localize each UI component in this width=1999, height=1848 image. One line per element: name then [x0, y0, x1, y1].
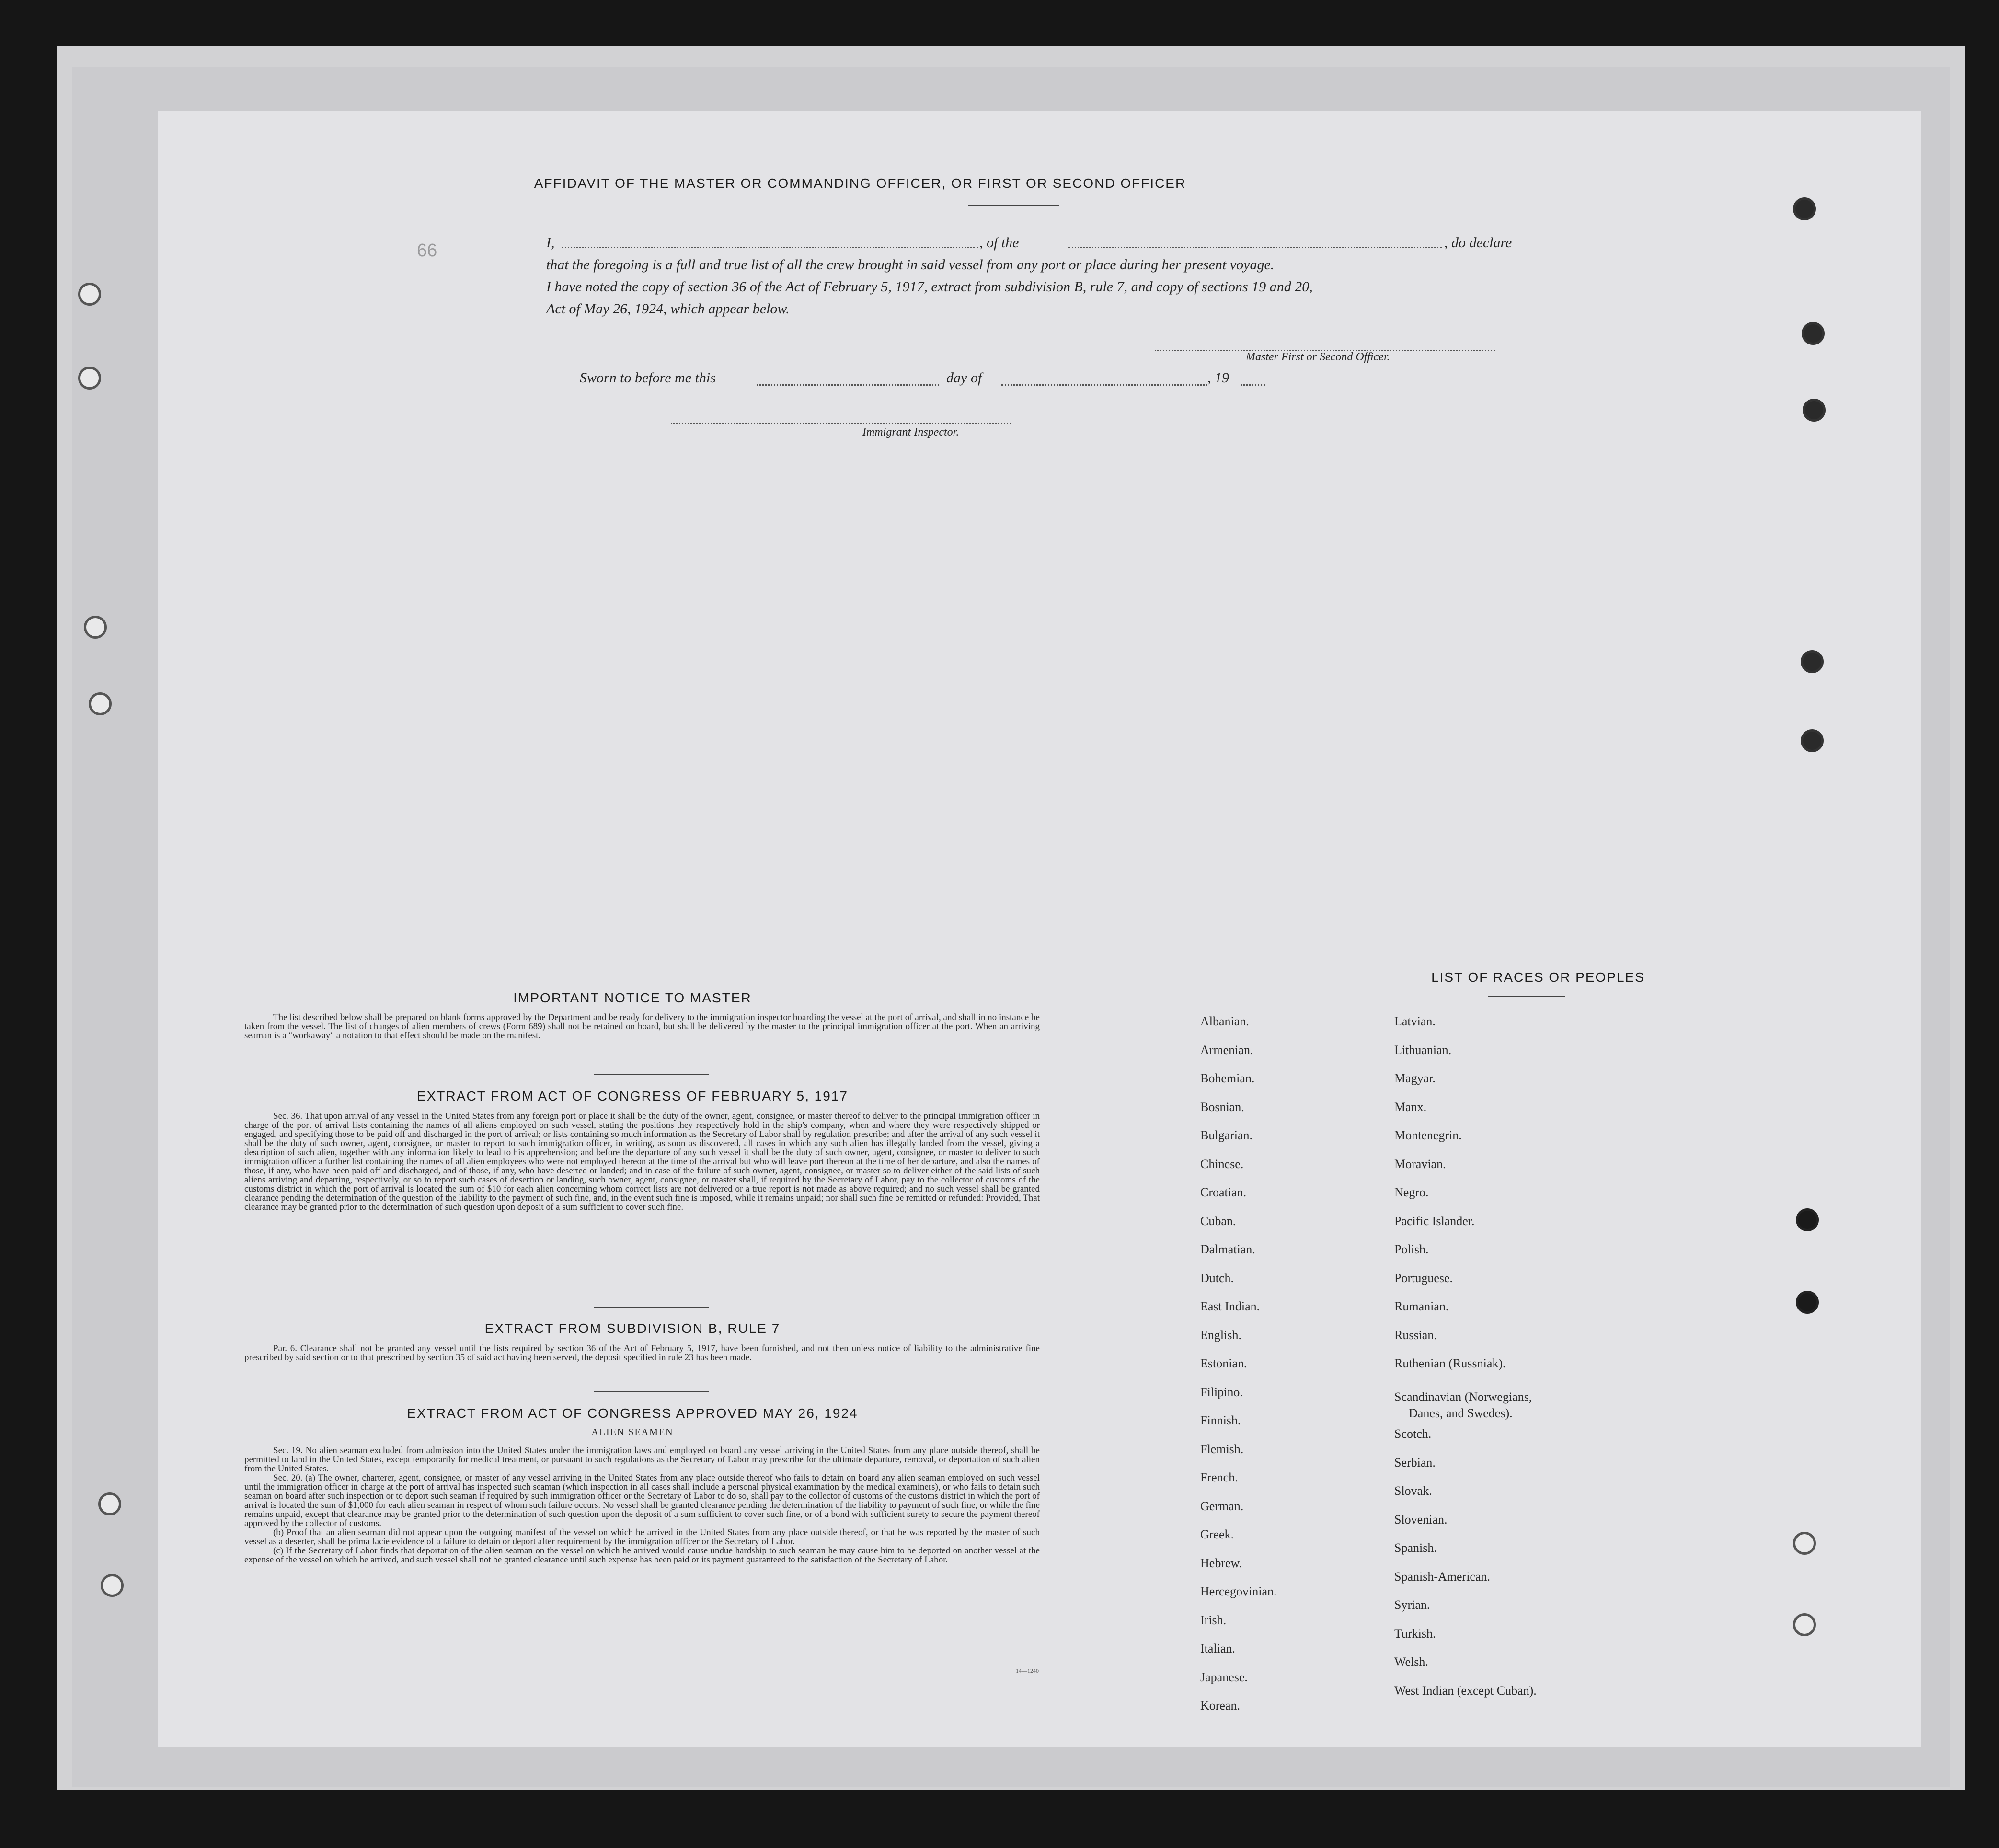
binder-hole	[89, 692, 112, 715]
binder-hole	[98, 1492, 121, 1515]
race-item: Filipino.	[1200, 1385, 1243, 1399]
notice-title: IMPORTANT NOTICE TO MASTER	[513, 990, 752, 1005]
race-item: Welsh.	[1394, 1655, 1428, 1669]
name-field[interactable]	[562, 247, 978, 248]
race-item: Magyar.	[1394, 1071, 1436, 1085]
race-item: Montenegrin.	[1394, 1128, 1462, 1142]
extract-rule7-body: Par. 6. Clearance shall not be granted any vessel until the lists required by section 36 of the Act of February 5, 1917, have been furnished, and not then unless notice of liability to the administrative fine prescribed by said section or to that prescribed by section 35 of said act having been served, the deposit specified in rule 23 has been made.	[244, 1343, 1040, 1363]
sec20b-body: (b) Proof that an alien seaman did not appear upon the outgoing manifest of the vessel on which he arrived in the United States from any place outside thereof, or that he was reported by the master of such vessel as a deserter, shall be prima facie evidence of a failure to detain or deport after requirement by the immigration officer or the Secretary of Labor.	[244, 1527, 1040, 1547]
race-item: Lithuanian.	[1394, 1043, 1452, 1057]
binder-hole	[1802, 322, 1825, 345]
page-mark: 66	[417, 241, 437, 261]
race-item: Korean.	[1200, 1699, 1241, 1712]
binder-hole	[78, 367, 101, 390]
race-item: Flemish.	[1200, 1442, 1244, 1456]
race-item: Italian.	[1200, 1641, 1235, 1655]
race-item: Greek.	[1200, 1527, 1234, 1541]
race-item: Hebrew.	[1200, 1556, 1242, 1570]
race-item: Danes, and Swedes).	[1409, 1406, 1513, 1420]
race-item: Hercegovinian.	[1200, 1584, 1277, 1598]
race-item: Scotch.	[1394, 1427, 1432, 1441]
race-item: Moravian.	[1394, 1157, 1446, 1171]
affidavit-line2: that the foregoing is a full and true list of all the crew brought in said vessel from any port or place during her present voyage.	[546, 257, 1275, 273]
sworn-year-field[interactable]	[1241, 384, 1265, 386]
race-item: English.	[1200, 1328, 1241, 1342]
race-item: Latvian.	[1394, 1014, 1436, 1028]
vessel-field[interactable]	[1068, 247, 1442, 248]
divider	[594, 1391, 709, 1392]
affidavit-line4: Act of May 26, 1924, which appear below.	[546, 301, 790, 317]
race-item: Bohemian.	[1200, 1071, 1255, 1085]
race-item: Estonian.	[1200, 1356, 1247, 1370]
form-page	[158, 111, 1921, 1747]
race-item: Spanish.	[1394, 1541, 1437, 1555]
affidavit-of-the: , of the	[979, 235, 1019, 251]
races-title: LIST OF RACES OR PEOPLES	[1431, 970, 1645, 985]
race-item: Rumanian.	[1394, 1299, 1449, 1313]
sworn-month-field[interactable]	[1001, 384, 1207, 386]
divider	[1488, 996, 1565, 997]
binder-hole	[1793, 197, 1816, 220]
race-item: Scandinavian (Norwegians,	[1394, 1390, 1532, 1404]
race-item: Bosnian.	[1200, 1100, 1244, 1114]
race-item: Slovenian.	[1394, 1513, 1448, 1527]
binder-hole	[101, 1574, 124, 1597]
binder-hole	[1793, 1532, 1816, 1555]
binder-hole	[1796, 1291, 1819, 1314]
race-item: Portuguese.	[1394, 1271, 1453, 1285]
race-item: Turkish.	[1394, 1627, 1436, 1641]
extract-1917-title: EXTRACT FROM ACT OF CONGRESS OF FEBRUARY 5, 1917	[417, 1089, 848, 1103]
binder-hole	[1803, 399, 1826, 422]
notice-body: The list described below shall be prepared on blank forms approved by the Department and be ready for delivery to the immigration inspector boarding the vessel at the port of arrival, and shall in no instance be taken from the vessel. The list of changes of alien members of crews (Form 689) shall not be retained on board, but shall be delivered by the master to the principal immigration officer at the port. When an arriving seaman is a "workaway" a notation to that effect should be made on the manifest.	[244, 1012, 1040, 1041]
affidavit-line3: I have noted the copy of section 36 of the Act of February 5, 1917, extract from subdivision B, rule 7, and copy of sections 19 and 20,	[546, 279, 1313, 295]
master-label: Master First or Second Officer.	[1246, 351, 1390, 363]
divider	[968, 205, 1059, 206]
race-item: Spanish-American.	[1394, 1570, 1491, 1584]
binder-hole	[84, 616, 107, 639]
race-item: Cuban.	[1200, 1214, 1236, 1228]
inspector-signature-field[interactable]	[671, 423, 1011, 424]
race-item: Bulgarian.	[1200, 1128, 1253, 1142]
binder-hole	[1801, 729, 1824, 752]
extract-1917-body: Sec. 36. That upon arrival of any vessel in the United States from any foreign port or place it shall be the duty of the owner, agent, consignee, or master thereof to deliver to the principal immigration officer in charge of the port of arrival lists containing the names of all aliens employed on such vessel, stating the positions they respectively hold in the ship's company, when and where they were respectively shipped or engaged, and specifying those to be paid off and discharged in the port of arrival; or lists containing so much information as the Secretary of Labor shall by regulation prescribe; and after the arrival of any such vessel it shall be the duty of such owner, agent, consignee, or master to report to such immigration officer, in writing, as soon as discovered, all cases in which any such alien has illegally landed from the vessel, giving a description of such alien, together with any information likely to lead to his apprehension; and before the departure of any such vessel it shall be the duty of such owner, agent, consignee, or master to deliver to such immigration officer a further list containing the names of all alien employees who were not employed thereon at the time of the arrival but who will leave port thereon at the time of her departure, and also the names of those, if any, who have been paid off and discharged, and of those, if any, who have deserted or landed; and in case of the failure of such owner, agent, consignee, or master so to deliver either of the said lists of such aliens arriving and departing, respectively, or so to report such cases of desertion or landing, such owner, agent, consignee, or master shall, if required by the Secretary of Labor, pay to the collector of customs of the customs district in which the port of arrival is located the sum of $10 for each alien concerning whom correct lists are not delivered or a true report is not made as above required; and no such vessel shall be granted clearance pending the determination of the question of the liability to the payment of such fine, and, in the event such fine is imposed, while it remains unpaid; nor shall such fine be remitted or refunded: Provided, That clearance may be granted prior to the determination of such question upon deposit of a sum sufficient to cover such fine.	[244, 1111, 1040, 1212]
binder-hole	[1796, 1208, 1819, 1231]
affidavit-title: AFFIDAVIT OF THE MASTER OR COMMANDING OFFICER, OR FIRST OR SECOND OFFICER	[534, 176, 1186, 191]
inspector-label: Immigrant Inspector.	[862, 426, 959, 438]
race-item: Dalmatian.	[1200, 1242, 1255, 1256]
race-item: Chinese.	[1200, 1157, 1244, 1171]
race-item: Serbian.	[1394, 1456, 1436, 1469]
race-item: Slovak.	[1394, 1484, 1432, 1498]
race-item: Manx.	[1394, 1100, 1427, 1114]
race-item: Pacific Islander.	[1394, 1214, 1475, 1228]
sworn-label: Sworn to before me this	[580, 370, 716, 386]
race-item: West Indian (except Cuban).	[1394, 1684, 1537, 1698]
sec19-body: Sec. 19. No alien seaman excluded from admission into the United States under the immigration laws and employed on board any vessel arriving in the United States from any place outside thereof, shall be permitted to land in the United States, except temporarily for medical treatment, or pursuant to such regulations as the Secretary of Labor may prescribe for the ultimate departure, removal, or deportation of such alien from the United States.	[244, 1446, 1040, 1474]
extract-1924-subtitle: ALIEN SEAMEN	[591, 1427, 674, 1437]
divider	[594, 1074, 709, 1075]
sec20c-body: (c) If the Secretary of Labor finds that deportation of the alien seaman on the vessel on which he arrived would cause undue hardship to such seaman he may cause him to be deported on another vessel at the expense of the vessel on which he arrived, and such vessel shall not be granted clearance until such expense has been paid or its payment guaranteed to the satisfaction of the Secretary of Labor.	[244, 1546, 1040, 1565]
race-item: Russian.	[1394, 1328, 1437, 1342]
binder-hole	[78, 283, 101, 306]
binder-hole	[1801, 650, 1824, 673]
sworn-year: , 19	[1207, 370, 1229, 386]
extract-rule7-title: EXTRACT FROM SUBDIVISION B, RULE 7	[484, 1321, 781, 1336]
sec20a-body: Sec. 20. (a) The owner, charterer, agent, consignee, or master of any vessel arriving in the United States from any place outside thereof who fails to detain on board any alien seaman employed on such vessel until the immigration officer in charge at the port of arrival has inspected such seaman (which inspection in all cases shall include a personal physical examination by the medical examiners), or who fails to detain such seaman on board after such inspection or to deport such seaman if required by such immigration officer or the Secretary of Labor to do so, shall pay to the collector of customs of the customs district in which the port of arrival is located the sum of $1,000 for each alien seaman in respect of whom such failure occurs. No vessel shall be granted clearance pending the determination of the liability to payment of such fine, or while the fine remains unpaid, except that clearance may be granted prior to the determination of such question upon the deposit of a sum sufficient to cover such fine, or of a bond with sufficient surety to secure the payment thereof approved by the collector of customs.	[244, 1473, 1040, 1528]
race-item: Syrian.	[1394, 1598, 1430, 1612]
race-item: Japanese.	[1200, 1670, 1248, 1684]
affidavit-declare: , do declare	[1444, 235, 1512, 251]
race-item: French.	[1200, 1470, 1238, 1484]
race-item: Finnish.	[1200, 1413, 1241, 1427]
form-number: 14—1240	[1016, 1667, 1039, 1674]
race-item: Armenian.	[1200, 1043, 1253, 1057]
sworn-day-field[interactable]	[757, 384, 939, 386]
race-item: Ruthenian (Russniak).	[1394, 1356, 1506, 1370]
race-item: Dutch.	[1200, 1271, 1234, 1285]
race-item: German.	[1200, 1499, 1244, 1513]
race-item: Croatian.	[1200, 1185, 1247, 1199]
sworn-day-of: day of	[946, 370, 982, 386]
extract-1924-title: EXTRACT FROM ACT OF CONGRESS APPROVED MAY 26, 1924	[407, 1406, 858, 1421]
race-item: Albanian.	[1200, 1014, 1249, 1028]
race-item: East Indian.	[1200, 1299, 1260, 1313]
divider	[594, 1307, 709, 1308]
race-item: Negro.	[1394, 1185, 1429, 1199]
affidavit-i: I,	[546, 235, 555, 251]
race-item: Polish.	[1394, 1242, 1429, 1256]
race-item: Irish.	[1200, 1613, 1227, 1627]
binder-hole	[1793, 1613, 1816, 1636]
